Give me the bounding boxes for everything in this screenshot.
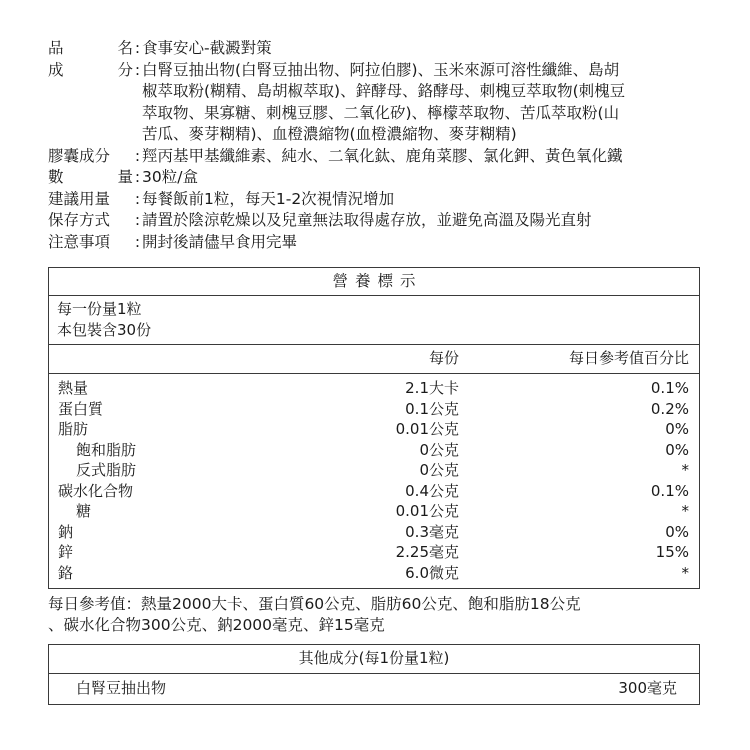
other-ingredient-amount: 300毫克 — [618, 679, 677, 697]
servings-per-container: 本包裝含30份 — [57, 320, 152, 339]
other-ingredient-name: 白腎豆抽出物 — [76, 679, 167, 697]
nutrient-name: 碳水化合物 — [58, 481, 134, 500]
info-row-ingredients — [48, 60, 702, 146]
daily-reference-line-2: 、碳水化合物300公克、鈉2000毫克、鋅15毫克 — [48, 616, 385, 634]
nutrient-percent: 0.1% — [650, 379, 689, 397]
info-value-product-name: 食事安心-截澱對策 — [142, 39, 272, 57]
nutrient-percent: * — [681, 502, 689, 520]
nutrient-amount: 0公克 — [419, 461, 459, 479]
nutrient-name: 反式脂肪 — [76, 461, 137, 479]
nutrient-amount: 2.1大卡 — [405, 379, 459, 397]
nutrient-name: 鈉 — [58, 522, 74, 541]
info-value-notice: 開封後請儘早食用完畢 — [142, 232, 298, 251]
info-colon: : — [134, 189, 141, 208]
other-ingredients-table — [48, 644, 700, 705]
info-colon: : — [134, 60, 141, 79]
info-colon: : — [134, 232, 141, 251]
other-ingredients-title: 其他成分(每1份量1粒) — [49, 645, 699, 674]
info-label-capsule-ingredients: 膠囊成分 — [48, 146, 111, 165]
ingredients-line-4: 苦瓜、麥芽糊精)、血橙濃縮物(血橙濃縮物、麥芽糊精) — [142, 125, 517, 143]
nutrient-amount: 0.4公克 — [405, 481, 459, 500]
nutrient-amount: 0.01公克 — [395, 420, 459, 438]
nutrient-percent: 0.1% — [650, 481, 689, 500]
info-row-storage — [48, 210, 702, 232]
nutrient-name: 熱量 — [58, 379, 89, 397]
info-value-suggested-use: 每餐飯前1粒，每天1-2次視情況增加 — [142, 189, 395, 208]
nutrient-name: 鉻 — [58, 563, 74, 582]
info-colon: : — [134, 168, 141, 186]
nutrient-amount: 0公克 — [419, 440, 459, 459]
info-label-suggested-use: 建議用量 — [48, 189, 111, 208]
row-spacer — [459, 460, 519, 481]
product-info-block — [48, 38, 702, 253]
nutrition-table-title: 營養標示 — [49, 268, 699, 296]
row-spacer — [459, 481, 519, 502]
row-spacer — [459, 399, 519, 420]
daily-reference-line-1: 每日參考值：熱量2000大卡、蛋白質60公克、脂肪60公克、飽和脂肪18公克 — [48, 595, 581, 613]
info-colon: : — [134, 146, 141, 165]
info-value-capsule-ingredients: 羥丙基甲基纖維素、純水、二氧化鈦、鹿角菜膠、氯化鉀、黃色氧化鐵 — [142, 146, 623, 165]
row-spacer — [459, 501, 519, 522]
daily-reference-note — [48, 594, 708, 636]
nutrient-name: 脂肪 — [58, 420, 89, 438]
nutrient-name: 糖 — [76, 502, 92, 520]
serving-size: 每一份量1粒 — [57, 300, 142, 318]
table-row — [49, 674, 699, 704]
info-row-suggested-use — [48, 189, 702, 211]
table-row — [49, 563, 699, 584]
row-spacer — [459, 542, 519, 563]
nutrient-percent: * — [681, 461, 689, 479]
nutrient-percent: 0% — [665, 420, 689, 438]
info-colon: : — [134, 211, 141, 229]
row-spacer — [459, 440, 519, 461]
nutrient-amount: 0.3毫克 — [405, 522, 459, 541]
info-value-storage: 請置於陰涼乾燥以及兒童無法取得處存放，並避免高溫及陽光直射 — [142, 211, 592, 229]
table-row — [49, 419, 699, 440]
ingredients-line-1: 白腎豆抽出物(白腎豆抽出物、阿拉伯膠)、玉米來源可溶性纖維、島胡 — [142, 60, 620, 79]
table-row — [49, 440, 699, 461]
nutrient-percent: 0% — [665, 440, 689, 459]
ingredients-line-2: 椒萃取粉(糊精、島胡椒萃取)、鋅酵母、鉻酵母、刺槐豆萃取物(刺槐豆 — [142, 82, 626, 100]
info-label-storage: 保存方式 — [48, 211, 111, 229]
nutrient-amount: 6.0微克 — [405, 563, 459, 582]
nutrient-name: 鋅 — [58, 543, 74, 561]
nutrient-percent: 0.2% — [650, 399, 689, 418]
info-value-quantity: 30粒/盒 — [142, 168, 198, 186]
info-row-notice — [48, 232, 702, 254]
column-header-daily-value: 每日參考值百分比 — [568, 349, 689, 367]
ingredients-line-3: 萃取物、果寡糖、刺槐豆膠、二氧化矽)、檸檬萃取物、苦瓜萃取粉(山 — [142, 103, 620, 122]
table-row — [49, 542, 699, 563]
nutrient-percent: 15% — [655, 543, 689, 561]
table-row — [49, 399, 699, 420]
nutrient-amount: 0.1公克 — [405, 399, 459, 418]
table-row — [49, 481, 699, 502]
info-label-quantity: 數 量 — [48, 168, 133, 186]
nutrition-column-headers — [49, 345, 699, 374]
nutrient-amount: 2.25毫克 — [395, 543, 459, 561]
info-row-capsule-ingredients — [48, 146, 702, 168]
nutrition-facts-table — [48, 267, 700, 589]
column-spacer — [459, 348, 509, 369]
info-value-ingredients — [142, 60, 702, 146]
table-row — [49, 378, 699, 399]
nutrient-percent: * — [681, 563, 689, 582]
info-label-ingredients: 成 分 — [48, 60, 133, 79]
column-header-per-serving: 每份 — [428, 349, 459, 367]
table-row — [49, 460, 699, 481]
table-row — [49, 501, 699, 522]
serving-info-box — [49, 296, 699, 345]
column-header-name — [49, 348, 297, 369]
nutrient-name: 飽和脂肪 — [76, 440, 137, 459]
info-label-notice: 注意事項 — [48, 232, 111, 251]
row-spacer — [459, 522, 519, 543]
table-row — [49, 522, 699, 543]
nutrient-name: 蛋白質 — [58, 399, 104, 418]
info-row-product-name — [48, 38, 702, 60]
info-row-quantity — [48, 167, 702, 189]
row-spacer — [459, 563, 519, 584]
nutrient-percent: 0% — [665, 522, 689, 541]
row-spacer — [459, 419, 519, 440]
nutrient-amount: 0.01公克 — [395, 502, 459, 520]
info-colon: : — [134, 39, 141, 57]
info-label-product-name: 品 名 — [48, 39, 133, 57]
nutrition-rows — [49, 374, 699, 588]
row-spacer — [459, 378, 519, 399]
